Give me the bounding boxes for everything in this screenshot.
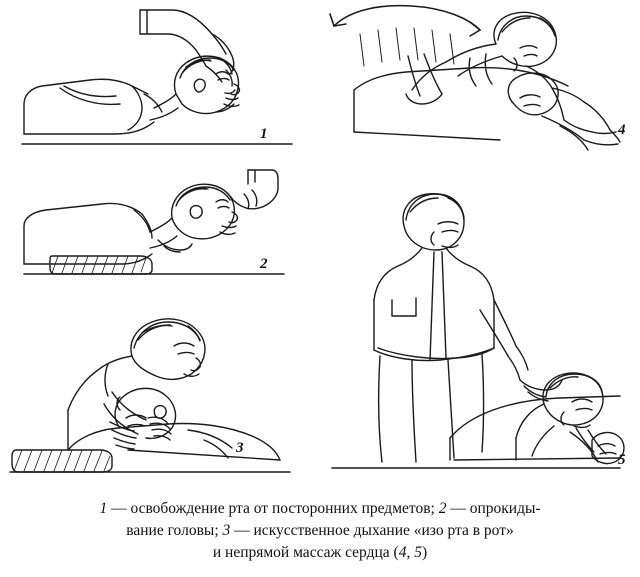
figure-caption: [0, 498, 640, 564]
panel-4-chest-compression: [320, 4, 630, 164]
caption-num-1: 1: [99, 500, 108, 517]
caption-line3-pre: и непрямой массаж сердца (: [212, 544, 399, 561]
caption-line2-pre: вание головы;: [126, 522, 223, 539]
caption-line-2: [0, 520, 640, 542]
panel-5-two-rescuer-cpr: [330, 190, 635, 480]
panel-2-number: 2: [260, 256, 268, 272]
panel-4-number: 4: [618, 122, 626, 138]
panel-3-number: 3: [236, 440, 244, 456]
caption-nums-4-5: 4, 5: [398, 544, 422, 561]
caption-line-3: [0, 542, 640, 564]
panel-1-clearing-mouth: [20, 8, 300, 158]
caption-line3-end: ): [421, 544, 428, 561]
caption-num-2: 2: [438, 500, 447, 517]
panel-1-number: 1: [260, 126, 268, 142]
caption-line-1: [0, 498, 640, 520]
caption-num-3: 3: [222, 522, 231, 539]
caption-line1-mid: — освобождение рта от посторонних предметов;: [107, 500, 439, 517]
panel-2-head-tilt: [22, 168, 292, 283]
caption-line2-end: — искусственное дыхание «изо рта в рот»: [230, 522, 514, 539]
panel-3-mouth-to-mouth: [8, 300, 298, 485]
panel-5-number: 5: [618, 452, 626, 468]
caption-line1-end: — опрокиды-: [446, 500, 541, 517]
